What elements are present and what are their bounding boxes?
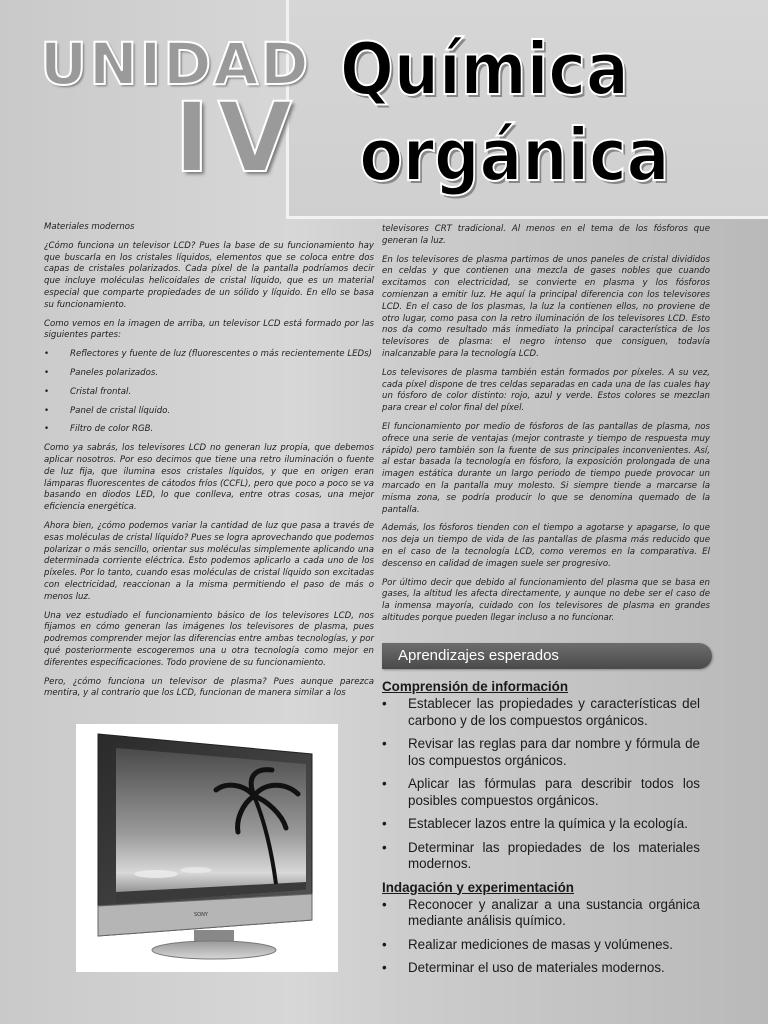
page-title: [340, 26, 669, 198]
list-item-text: Aplicar las fórmulas para describir todos los posibles compuestos orgánicos.: [408, 776, 700, 808]
bullet-icon: •: [44, 405, 50, 416]
section-heading: Materiales modernos: [44, 222, 135, 232]
list-item: [44, 424, 374, 436]
paragraph: Además, los fósforos tienden con el tiempo a agotarse y apagarse, lo que nos deja un tiempo de vida de las pantallas de plasma más reducido que en el caso de la tecnología LCD, como veremos en la comparativa. El descenso en calidad de imagen suele ser progresivo.: [382, 523, 710, 569]
list-item: [382, 696, 700, 729]
bullet-icon: •: [44, 386, 50, 397]
list-item: [382, 937, 700, 954]
list-item: [44, 387, 374, 399]
list-item: [382, 816, 700, 833]
title-line-1: Química: [340, 27, 629, 111]
tv-brand-label: SONY: [194, 912, 208, 918]
list-item-text: Establecer lazos entre la química y la ecología.: [408, 816, 688, 831]
list-item-text: Panel de cristal líquido.: [70, 405, 171, 416]
bullet-icon: •: [382, 776, 387, 791]
bullet-icon: •: [382, 736, 387, 751]
paragraph: En los televisores de plasma partimos de unos paneles de cristal divididos en celdas y que contienen una mezcla de gases nobles que cuando excitamos con electricidad, se convierte en plasma y los fósforos comienzan a emitir luz. He aquí la principal diferencia con los televisores LCD. En el caso de los plasmas, la luz la contienen ellos, no proviene de otro lugar, como pasa con la retro iluminación de los televisores LCD. Esto nos da como resultado más inmediato la principal característica de los televisores de plasma: el negro intenso que consiguen, todavía inalcanzable para la tecnología LCD.: [382, 254, 710, 359]
list-item-text: Revisar las reglas para dar nombre y fórmula de los compuestos orgánicos.: [408, 736, 700, 768]
paragraph: Por último decir que debido al funcionamiento del plasma que se basa en gases, la altitud les afecta directamente, y aunque no debe ser el caso de la inmensa mayoría, cuidado con los televisores de plasma en grandes altitudes porque pueden llegar incluso a no funcionar.: [382, 577, 710, 623]
paragraph: Como ya sabrás, los televisores LCD no generan luz propia, que debemos aplicar nosotros. Por eso decimos que tiene una retro iluminación o fuente de luz fija, que ilumina esos cristales líquidos, y que en origen eran lámparas fluorescentes de cátodos fríos (CCFL), pero que poco a poco se va basando en diodos LED, lo que conlleva, entre otras cosas, una mejor eficiencia energética.: [44, 443, 374, 513]
list-item: [382, 840, 700, 873]
list-item: [382, 960, 700, 977]
list-item-text: Determinar el uso de materiales modernos.: [408, 960, 665, 975]
list-item: [44, 406, 374, 418]
bullet-icon: •: [382, 896, 387, 912]
paragraph: televisores CRT tradicional. Al menos en el tema de los fósforos que generan la luz.: [382, 224, 710, 246]
list-item: [382, 897, 700, 930]
tv-illustration: [76, 724, 338, 972]
list-item-text: Filtro de color RGB.: [70, 424, 154, 435]
list-item-text: Establecer las propiedades y características del carbono y de los compuestos orgánicos.: [408, 696, 700, 728]
list-item: [44, 368, 374, 380]
paragraph: Pero, ¿cómo funciona un televisor de plasma? Pues aunque parezca mentira, y al contrario que los LCD, funcionan de manera similar a los: [44, 676, 374, 699]
unit-number: IV: [174, 82, 301, 194]
title-line-2: orgánica: [359, 113, 670, 197]
bullet-icon: •: [382, 816, 387, 831]
right-text-column: [382, 224, 710, 632]
outcome-list: [382, 897, 700, 977]
list-item-text: Cristal frontal.: [70, 386, 132, 397]
bullet-icon: •: [382, 696, 387, 711]
lcd-television-image: [76, 724, 338, 972]
paragraph: Como vemos en la imagen de arriba, un televisor LCD está formado por las siguientes partes:: [44, 318, 374, 341]
section-title: Comprensión de información: [382, 679, 568, 694]
paragraph: Una vez estudiado el funcionamiento básico de los televisores LCD, nos fijamos en cómo generan las imágenes los televisores de plasma, pues podremos comprender mejor las diferencias entre ambas tecnologías, y por qué posteriormente escogeremos una u otra tecnología como mejor en diferentes especificaciones. Todo proviene de su funcionamiento.: [44, 610, 374, 668]
list-item: [382, 736, 700, 769]
list-item: [382, 776, 700, 809]
paragraph: ¿Cómo funciona un televisor LCD? Pues la base de su funcionamiento hay que buscarla en los cristales líquidos, elementos que se coloca entre dos capas de cristales polarizados. Cada píxel de la pantalla podríamos decir que incluye moléculas helicoidales de cristal líquido, que es un material especial que comparte propiedades de un sólido y líquido. En ello se basa su funcionamiento.: [44, 240, 374, 310]
bullet-icon: •: [382, 960, 387, 975]
left-text-column: [44, 222, 374, 707]
list-item-text: Reconocer y analizar a una sustancia orgánica mediante análisis químico.: [408, 896, 700, 928]
list-item-text: Paneles polarizados.: [70, 367, 159, 378]
bullet-icon: •: [44, 424, 50, 435]
paragraph: Los televisores de plasma también están formados por píxeles. A su vez, cada píxel dispone de tres celdas separadas en cada una de las cuales hay un fósforo de color distinto: rojo, azul y verde. Estos colores se mezclan para crear el color final del píxel.: [382, 367, 710, 414]
list-item-text: Reflectores y fuente de luz (fluorescentes o más recientemente LEDs): [70, 349, 372, 360]
list-item: [44, 349, 374, 361]
bullet-icon: •: [44, 349, 50, 360]
list-item-text: Determinar las propiedades de los materiales modernos.: [408, 839, 700, 871]
learning-outcomes-banner: Aprendizajes esperados: [382, 643, 712, 669]
unit-label: UNIDAD: [40, 30, 311, 98]
bullet-icon: •: [44, 367, 50, 378]
outcome-list: [382, 696, 700, 873]
paragraph: Ahora bien, ¿cómo podemos variar la cantidad de luz que pasa a través de esas moléculas de cristal líquido? Pues se logra aprovechando que podemos polarizar o más sencillo, orientar sus moléculas simplemente aplicando una determinada corriente eléctrica. Esto podemos aplicarlo a cada uno de los píxeles. Por lo tanto, cuando esas moléculas de cristal líquido son excitadas con electricidad, reaccionan a la misma permitiendo el paso de más o menos luz.: [44, 520, 374, 602]
bullet-icon: •: [382, 839, 387, 855]
bullet-icon: •: [382, 936, 387, 952]
section-title: Indagación y experimentación: [382, 879, 574, 895]
learning-outcomes: [382, 679, 700, 984]
list-item-text: Realizar mediciones de masas y volúmenes.: [408, 936, 673, 952]
paragraph: El funcionamiento por medio de fósforos de las pantallas de plasma, nos ofrece una serie de ventajas (mejor contraste y tiempo de respuesta muy rápido) pero también son la fuente de sus principales inconvenientes. Así, al estar basada la tecnología en fósforo, la exposición prolongada de una imagen estática durante un largo periodo de tiempo puede provocar un marcado en la pantalla muy molesto. Si siempre tiende a marcarse la misma zona, se podría producir lo que se denomina quemado de la pantalla.: [382, 421, 710, 515]
